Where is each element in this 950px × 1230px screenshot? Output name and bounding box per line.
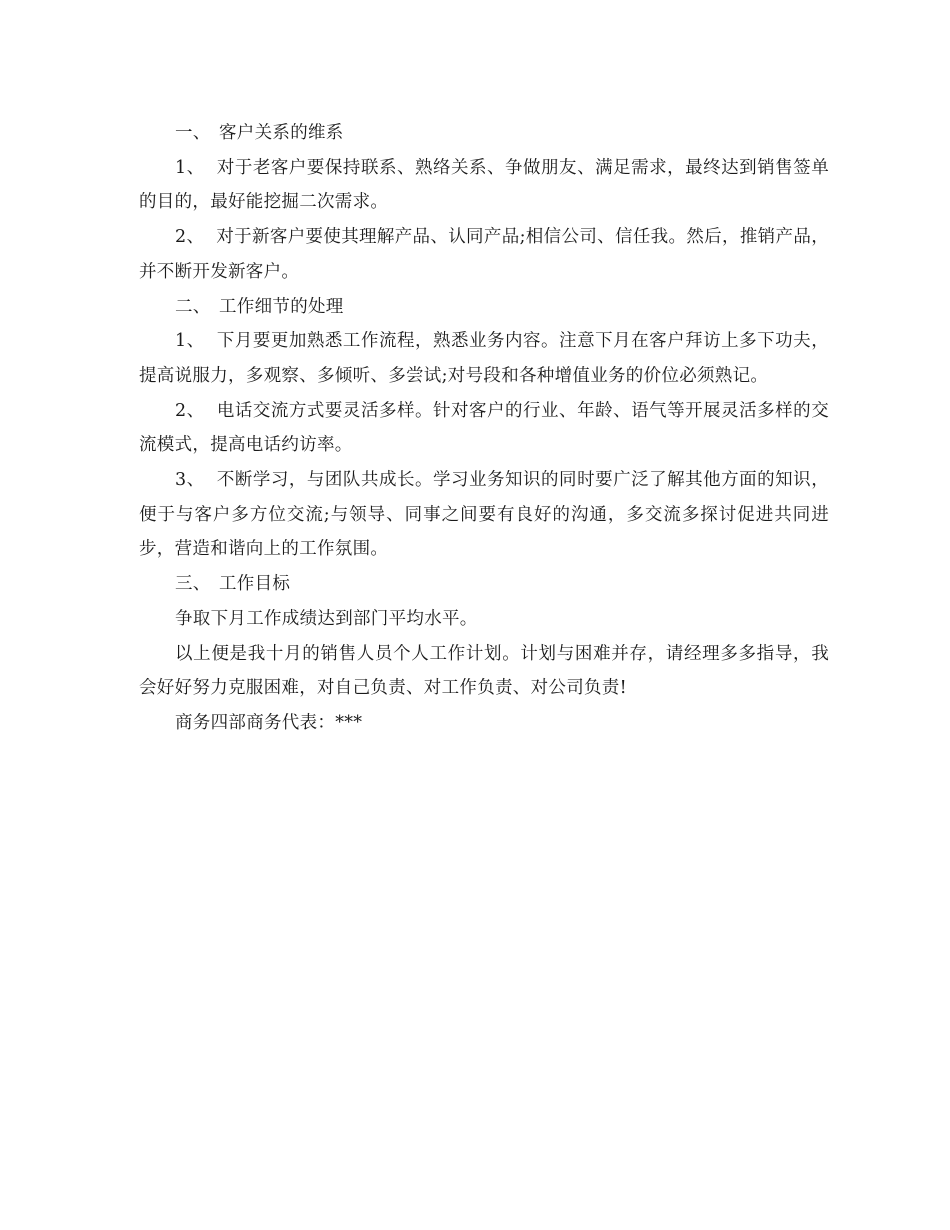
section-heading [139, 116, 829, 151]
item-number: 2、 [175, 400, 205, 421]
list-item [139, 394, 829, 463]
section-heading [139, 567, 829, 602]
signature-line: 商务四部商务代表：*** [175, 712, 363, 733]
item-number: 1、 [175, 331, 205, 352]
document-body [139, 116, 829, 741]
item-text: 不断学习，与团队共成长。学习业务知识的同时要广泛了解其他方面的知识，便于与客户多方位交流;与领导、同事之间要有良好的沟通，多交流多探讨促进共同进步，营造和谐向上的工作氛围。 [139, 470, 829, 560]
list-item [139, 463, 829, 567]
item-text: 电话交流方式要灵活多样。针对客户的行业、年龄、语气等开展灵活多样的交流模式，提高电话约访率。 [139, 400, 829, 456]
section-number: 二、 [175, 296, 211, 317]
section-title: 工作目标 [219, 574, 291, 595]
section-title: 工作细节的处理 [219, 296, 344, 317]
item-text: 下月要更加熟悉工作流程，熟悉业务内容。注意下月在客户拜访上多下功夫，提高说服力，多观察、多倾听、多尝试;对号段和各种增值业务的价位必须熟记。 [139, 331, 829, 386]
item-number: 1、 [175, 157, 205, 178]
list-item [139, 220, 829, 289]
item-text: 对于老客户要保持联系、熟络关系、争做朋友、满足需求，最终达到销售签单的目的，最好能挖掘二次需求。 [139, 157, 829, 213]
list-item [139, 324, 829, 393]
list-item [139, 151, 829, 220]
section-title: 客户关系的维系 [219, 123, 344, 143]
item-number: 3、 [175, 470, 205, 491]
item-number: 2、 [175, 227, 205, 248]
section-number: 三、 [175, 574, 211, 595]
closing-paragraph: 以上便是我十月的销售人员个人工作计划。计划与困难并存，请经理多多指导，我会好好努力克服困难，对自己负责、对工作负责、对公司负责! [139, 643, 829, 699]
section-number: 一、 [175, 123, 211, 143]
item-text: 对于新客户要使其理解产品、认同产品;相信公司、信任我。然后，推销产品，并不断开发新客户。 [139, 227, 829, 282]
goal-paragraph: 争取下月工作成绩达到部门平均水平。 [175, 608, 478, 629]
section-heading [139, 290, 829, 325]
